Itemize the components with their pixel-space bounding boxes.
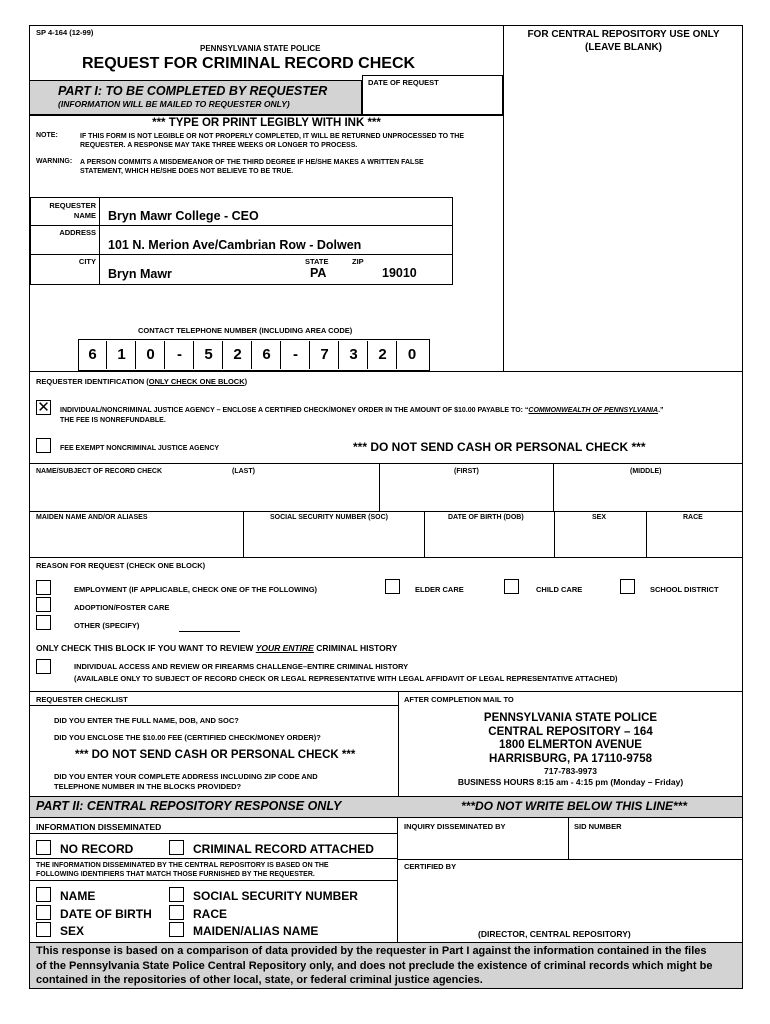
mail-phone: 717-783-9973 [544, 766, 597, 776]
mail-address [399, 712, 742, 766]
subject-first-label: (FIRST) [454, 468, 479, 475]
rule-phone-bottom [29, 371, 742, 372]
match-name-label: NAME [60, 889, 96, 903]
part2-no-write: ***DO NOT WRITE BELOW THIS LINE*** [461, 799, 688, 813]
phone-digit-cell[interactable]: 5 [195, 341, 223, 369]
note-line1: IF THIS FORM IS NOT LEGIBLE OR NOT PROPERLY COMPLETED, IT WILL BE RETURNED UNPROCESSED TO THE [80, 133, 464, 140]
fee-exempt-checkbox[interactable] [36, 438, 51, 453]
review-heading-post: CRIMINAL HISTORY [313, 643, 398, 653]
match-dob-checkbox[interactable] [36, 905, 51, 920]
review-line2: (AVAILABLE ONLY TO SUBJECT OF RECORD CHECK OR LEGAL REPRESENTATIVE WITH LEGAL AFFIDAVIT OF LEGAL REPRESENTATIVE ATTACHED) [74, 674, 618, 683]
repo-use-line1: FOR CENTRAL REPOSITORY USE ONLY [527, 29, 720, 40]
repo-use-line2: (LEAVE BLANK) [584, 42, 663, 53]
phone-digit-cell[interactable]: - [282, 341, 310, 369]
checklist-q3-line1: DID YOU ENTER YOUR COMPLETE ADDRESS INCLUDING ZIP CODE AND [54, 772, 318, 781]
disclaimer-line1: This response is based on a comparison of data provided by the requester in Part I against the information contained in the files [36, 945, 707, 957]
rule-part2-inquiry [398, 859, 742, 860]
note-text [80, 132, 464, 150]
subject-middle-label: (MIDDLE) [630, 468, 662, 475]
identification-label-post: ) [244, 377, 248, 386]
phone-digit-cell[interactable]: 3 [340, 341, 368, 369]
rule-subject-detail [29, 557, 742, 558]
record-attached-label: CRIMINAL RECORD ATTACHED [193, 842, 374, 856]
phone-digit-cell[interactable]: 6 [253, 341, 281, 369]
subject-name-label: NAME/SUBJECT OF RECORD CHECK [36, 468, 163, 475]
mail-line1: PENNSYLVANIA STATE POLICE [483, 712, 658, 724]
based-line2: FOLLOWING IDENTIFIERS THAT MATCH THOSE FURNISHED BY THE REQUESTER. [36, 871, 315, 878]
review-text [74, 661, 618, 685]
rule-based-bottom [29, 880, 398, 881]
checklist-q1: DID YOU ENTER THE FULL NAME, DOB, AND SOC? [54, 716, 239, 725]
detail-col3 [554, 511, 555, 557]
sex-label: SEX [592, 514, 607, 521]
other-checkbox[interactable] [36, 615, 51, 630]
requester-row-line2 [30, 254, 453, 255]
warning-line2: STATEMENT, WHICH HE/SHE DOES NOT BELIEVE TO BE TRUE. [80, 168, 294, 175]
dob-label: DATE OF BIRTH (DOB) [448, 514, 524, 521]
school-district-checkbox[interactable] [620, 579, 635, 594]
match-race-checkbox[interactable] [169, 905, 184, 920]
address-field[interactable]: 101 N. Merion Ave/Cambrian Row - Dolwen [108, 238, 362, 252]
review-heading-pre: ONLY CHECK THIS BLOCK IF YOU WANT TO REVIEW [36, 643, 256, 653]
warning-label: WARNING: [36, 158, 73, 165]
rule-ident-bottom [29, 463, 742, 464]
review-checkbox[interactable] [36, 659, 51, 674]
requester-name-label [32, 201, 96, 221]
note-line2: REQUESTER. A RESPONSE MAY TAKE THREE WEEKS OR LONGER TO PROCESS. [80, 142, 358, 149]
match-dob-label: DATE OF BIRTH [60, 907, 152, 921]
checklist-no-cash: *** DO NOT SEND CASH OR PERSONAL CHECK *** [75, 749, 356, 761]
detail-col4 [646, 511, 647, 557]
subject-last-label: (LAST) [232, 468, 255, 475]
date-of-request-label: DATE OF REQUEST [368, 78, 439, 87]
phone-digit-cell[interactable]: 2 [224, 341, 252, 369]
repo-divider [503, 25, 504, 371]
frame-left [29, 25, 30, 989]
individual-checkbox[interactable]: ✕ [37, 399, 50, 416]
subject-col2 [553, 463, 554, 511]
rule-checklist-head [29, 705, 399, 706]
based-line1: THE INFORMATION DISSEMINATED BY THE CENTRAL REPOSITORY IS BASED ON THE [36, 862, 329, 869]
rule-subject-name [29, 511, 742, 512]
disclaimer-line3: contained in the repositories of other local, state, or federal criminal justice agencies. [36, 974, 483, 986]
record-attached-checkbox[interactable] [169, 840, 184, 855]
sid-label: SID NUMBER [574, 822, 622, 831]
mail-label: AFTER COMPLETION MAIL TO [404, 695, 514, 704]
mail-hours: BUSINESS HOURS 8:15 am - 4:15 pm (Monday – Friday) [457, 777, 684, 787]
match-ssn-label: SOCIAL SECURITY NUMBER [193, 889, 358, 903]
individual-line1: INDIVIDUAL/NONCRIMINAL JUSTICE AGENCY – ENCLOSE A CERTIFIED CHECK/MONEY ORDER IN THE AMOUNT OF $10.00 PAYABLE TO: “ [60, 407, 529, 414]
mail-line3: 1800 ELMERTON AVENUE [499, 739, 642, 751]
individual-label [60, 406, 664, 426]
part1-subtitle: (INFORMATION WILL BE MAILED TO REQUESTER ONLY) [58, 99, 290, 109]
subject-col1 [379, 463, 380, 511]
rule-under-part1 [29, 115, 503, 116]
type-print-notice: *** TYPE OR PRINT LEGIBLY WITH INK *** [152, 117, 381, 129]
frame-top [29, 25, 742, 26]
identification-label-pre: REQUESTER IDENTIFICATION ( [36, 377, 149, 386]
warning-line1: A PERSON COMMITS A MISDEMEANOR OF THE THIRD DEGREE IF HE/SHE MAKES A WRITTEN FALSE [80, 159, 424, 166]
phone-digit-cell[interactable]: 0 [407, 346, 417, 363]
address-label: ADDRESS [59, 228, 96, 237]
requester-label-l2: NAME [73, 211, 96, 220]
frame-bottom [29, 988, 742, 989]
phone-label: CONTACT TELEPHONE NUMBER (INCLUDING AREA CODE) [138, 326, 353, 335]
inquiry-label: INQUIRY DISSEMINATED BY [404, 822, 506, 831]
match-name-checkbox[interactable] [36, 887, 51, 902]
employment-label: EMPLOYMENT (IF APPLICABLE, CHECK ONE OF THE FOLLOWING) [74, 585, 318, 594]
race-label: RACE [683, 514, 703, 521]
adoption-label: ADOPTION/FOSTER CARE [74, 603, 170, 612]
frame-right [742, 25, 743, 989]
state-field[interactable]: PA [310, 266, 327, 280]
repo-use-label [505, 28, 742, 54]
rule-based-top [29, 858, 398, 859]
maiden-label: MAIDEN NAME AND/OR ALIASES [36, 514, 148, 521]
requester-label-l1: REQUESTER [49, 201, 96, 210]
identification-label-underline: ONLY CHECK ONE BLOCK [148, 377, 245, 386]
certified-label: CERTIFIED BY [404, 862, 457, 871]
agency-name: PENNSYLVANIA STATE POLICE [200, 44, 321, 53]
state-label: STATE [305, 257, 329, 266]
rule-reason-bottom [29, 691, 742, 692]
payee-name: COMMONWEALTH OF PENNSYLVANIA [528, 407, 659, 414]
other-specify-line[interactable] [179, 631, 240, 632]
detail-col2 [424, 511, 425, 557]
school-district-label: SCHOOL DISTRICT [650, 585, 719, 594]
based-on-text [36, 861, 329, 879]
phone-digit-cell[interactable]: 1 [108, 341, 136, 369]
phone-digit-cell[interactable]: 0 [137, 341, 165, 369]
employment-checkbox[interactable] [36, 580, 51, 595]
no-record-label: NO RECORD [60, 842, 134, 856]
match-sex-label: SEX [60, 924, 85, 938]
phone-digit-cell[interactable]: 7 [311, 341, 339, 369]
requester-name-field[interactable]: Bryn Mawr College - CEO [108, 209, 259, 223]
part2-title: PART II: CENTRAL REPOSITORY RESPONSE ONLY [36, 799, 342, 813]
city-field[interactable]: Bryn Mawr [108, 267, 172, 281]
child-care-label: CHILD CARE [536, 585, 583, 594]
checklist-label: REQUESTER CHECKLIST [36, 695, 128, 704]
mail-line4: HARRISBURG, PA 17110-9758 [489, 752, 652, 765]
match-race-label: RACE [193, 907, 228, 921]
match-ssn-checkbox[interactable] [169, 887, 184, 902]
zip-field[interactable]: 19010 [382, 266, 417, 280]
phone-digit-cell[interactable]: - [166, 341, 194, 369]
individual-line1-end: .” [658, 407, 664, 414]
elder-care-checkbox[interactable] [385, 579, 400, 594]
review-line1: INDIVIDUAL ACCESS AND REVIEW OR FIREARMS CHALLENGE–ENTIRE CRIMINAL HISTORY [74, 662, 409, 671]
part1-title: PART I: TO BE COMPLETED BY REQUESTER [58, 84, 328, 98]
info-disseminated-label: INFORMATION DISSEMINATED [36, 822, 162, 832]
form-code: SP 4-164 (12-99) [36, 28, 94, 37]
other-label: OTHER (SPECIFY) [74, 621, 140, 630]
match-maiden-checkbox[interactable] [169, 922, 184, 937]
note-label: NOTE: [36, 132, 58, 139]
identification-label [36, 377, 247, 386]
requester-label-divider [99, 197, 100, 285]
page-title: REQUEST FOR CRIMINAL RECORD CHECK [82, 55, 416, 72]
fee-exempt-label: FEE EXEMPT NONCRIMINAL JUSTICE AGENCY [60, 445, 220, 452]
checklist-q2: DID YOU ENCLOSE THE $10.00 FEE (CERTIFIED CHECK/MONEY ORDER)? [54, 733, 321, 742]
review-heading-underline: YOUR ENTIRE [255, 643, 314, 653]
disclaimer-text [36, 944, 740, 988]
review-heading [36, 643, 397, 653]
ssn-label: SOCIAL SECURITY NUMBER (SOC) [270, 514, 388, 521]
requester-row-line1 [30, 225, 453, 226]
checklist-q3-line2: TELEPHONE NUMBER IN THE BLOCKS PROVIDED? [54, 782, 242, 791]
rule-info-head [29, 833, 398, 834]
warning-text [80, 158, 424, 176]
sid-divider [568, 818, 569, 860]
reason-label: REASON FOR REQUEST (CHECK ONE BLOCK) [36, 561, 206, 570]
elder-care-label: ELDER CARE [415, 585, 464, 594]
no-cash-notice: *** DO NOT SEND CASH OR PERSONAL CHECK *** [353, 440, 646, 454]
adoption-checkbox[interactable] [36, 597, 51, 612]
detail-col1 [243, 511, 244, 557]
disclaimer-line2: of the Pennsylvania State Police Central Repository only, and does not preclude the existence of criminal records which might be [36, 959, 713, 972]
individual-line2: THE FEE IS NONREFUNDABLE. [60, 417, 166, 424]
city-label: CITY [78, 257, 96, 266]
phone-digit-cell[interactable]: 2 [369, 341, 397, 369]
no-record-checkbox[interactable] [36, 840, 51, 855]
match-maiden-label: MAIDEN/ALIAS NAME [193, 924, 319, 938]
checklist-q3 [54, 772, 318, 792]
match-sex-checkbox[interactable] [36, 922, 51, 937]
mail-line2: CENTRAL REPOSITORY – 164 [488, 725, 653, 738]
director-label: (DIRECTOR, CENTRAL REPOSITORY) [478, 929, 631, 939]
phone-digit-cell[interactable]: 6 [79, 341, 107, 369]
zip-label: ZIP [352, 257, 364, 266]
child-care-checkbox[interactable] [504, 579, 519, 594]
